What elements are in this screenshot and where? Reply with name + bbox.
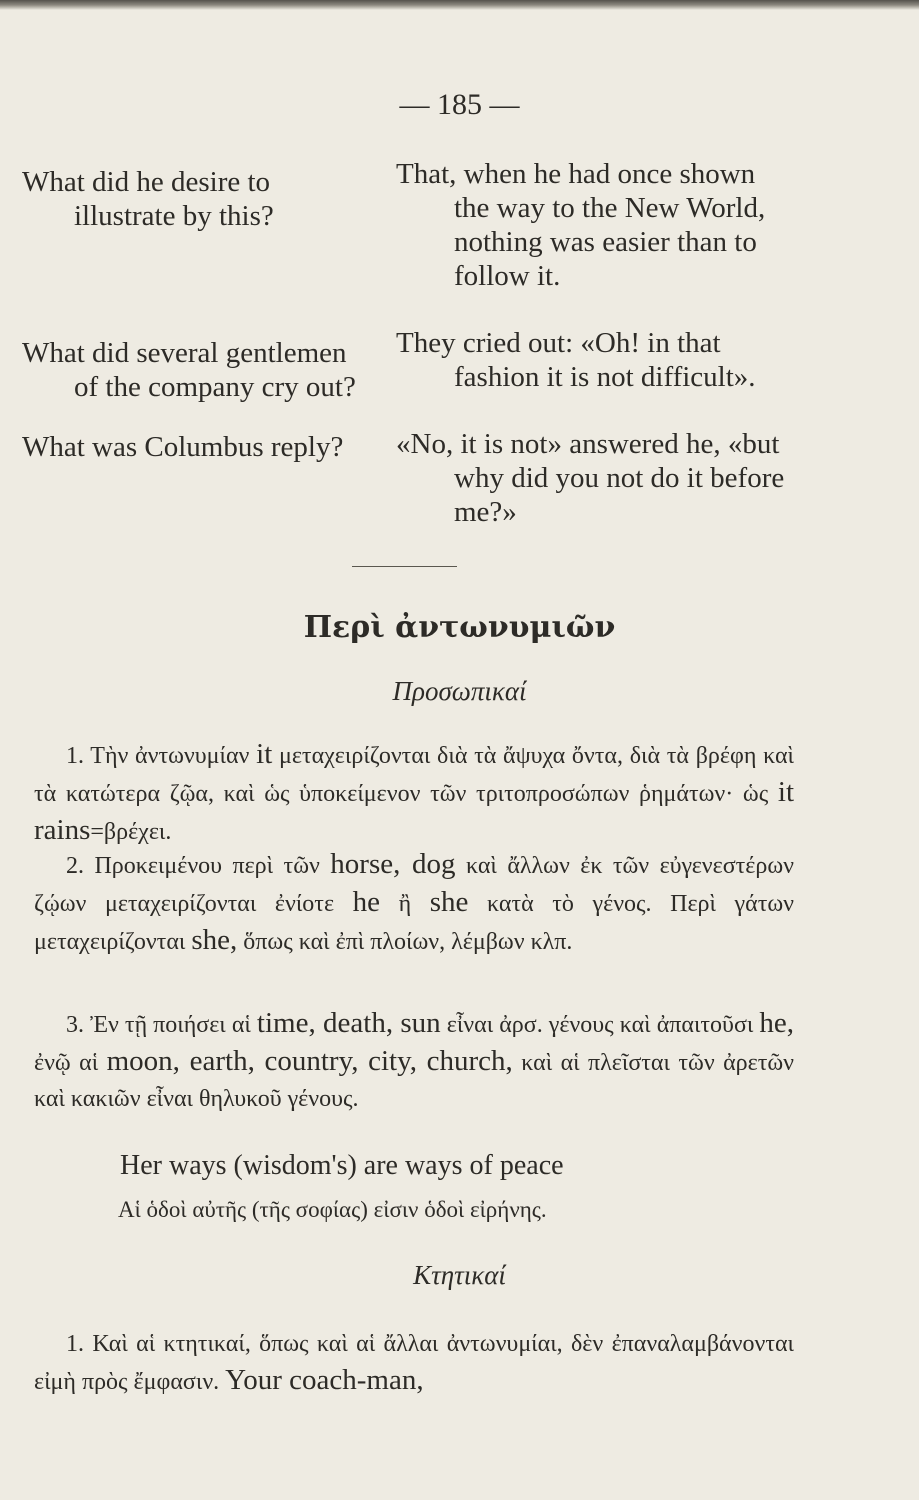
section-title: Περὶ ἀντωνυμιῶν	[303, 610, 616, 645]
page-top-edge	[0, 0, 919, 10]
subhead-personal: Προσωπικαί	[392, 676, 527, 706]
question-2: What did several gentlemen of the company cry out?	[22, 337, 356, 403]
paragraph-personal-1: 1. Τὴν ἀντωνυμίαν it μεταχειρίζονται διὰ τὰ ἄψυχα ὄντα, διὰ τὰ βρέφη καὶ τὰ κατώτερα ζῷα, καὶ ὡς ὑποκείμενον τῶν τριτοπροσώπων ῥημάτων· ὡς it rains=βρέχει.	[34, 738, 795, 846]
example-quote-english: Her ways (wisdom's) are ways of peace	[120, 1150, 564, 1181]
paragraph-personal-2: 2. Προκειμένου περὶ τῶν horse, dog καὶ ἄλλων ἐκ τῶν εὐγενεστέρων ζῴων μεταχειρίζονται ἐνίοτε he ἢ she κατὰ τὸ γένος. Περὶ γάτων μεταχειρίζονται she, ὅπως καὶ ἐπὶ πλοίων, λέμβων κλπ.	[34, 848, 795, 956]
subhead-possessive: Κτητικαί	[413, 1260, 506, 1290]
answer-1: That, when he had once shown the way to the New World, nothing was easier than to follow it.	[396, 158, 766, 292]
answer-3: «No, it is not» answered he, «but why did you not do it before me?»	[396, 428, 785, 528]
answer-2: They cried out: «Oh! in that fashion it is not difficult».	[396, 327, 756, 393]
paragraph-personal-3: 3. Ἐν τῇ ποιήσει αἱ time, death, sun εἶναι ἀρσ. γένους καὶ ἀπαιτοῦσι he, ἐνῷ αἱ moon, earth, country, city, church, καὶ αἱ πλεῖσται τῶν ἀρετῶν καὶ κακιῶν εἶναι θηλυκοῦ γένους.	[34, 1007, 795, 1112]
section-divider	[352, 566, 457, 567]
paragraph-possessive-1: 1. Καὶ αἱ κτητικαί, ὅπως καὶ αἱ ἄλλαι ἀντωνυμίαι, δὲν ἐπαναλαμβάνονται εἰμὴ πρὸς ἔμφασιν. Your coach-man,	[34, 1331, 795, 1396]
page-number: — 185 —	[399, 88, 520, 121]
example-quote-greek: Αἱ ὁδοὶ αὐτῆς (τῆς σοφίας) εἰσιν ὁδοὶ εἰρήνης.	[118, 1197, 547, 1222]
question-1: What did he desire to illustrate by this?	[22, 166, 274, 232]
question-3: What was Columbus reply?	[22, 431, 344, 463]
